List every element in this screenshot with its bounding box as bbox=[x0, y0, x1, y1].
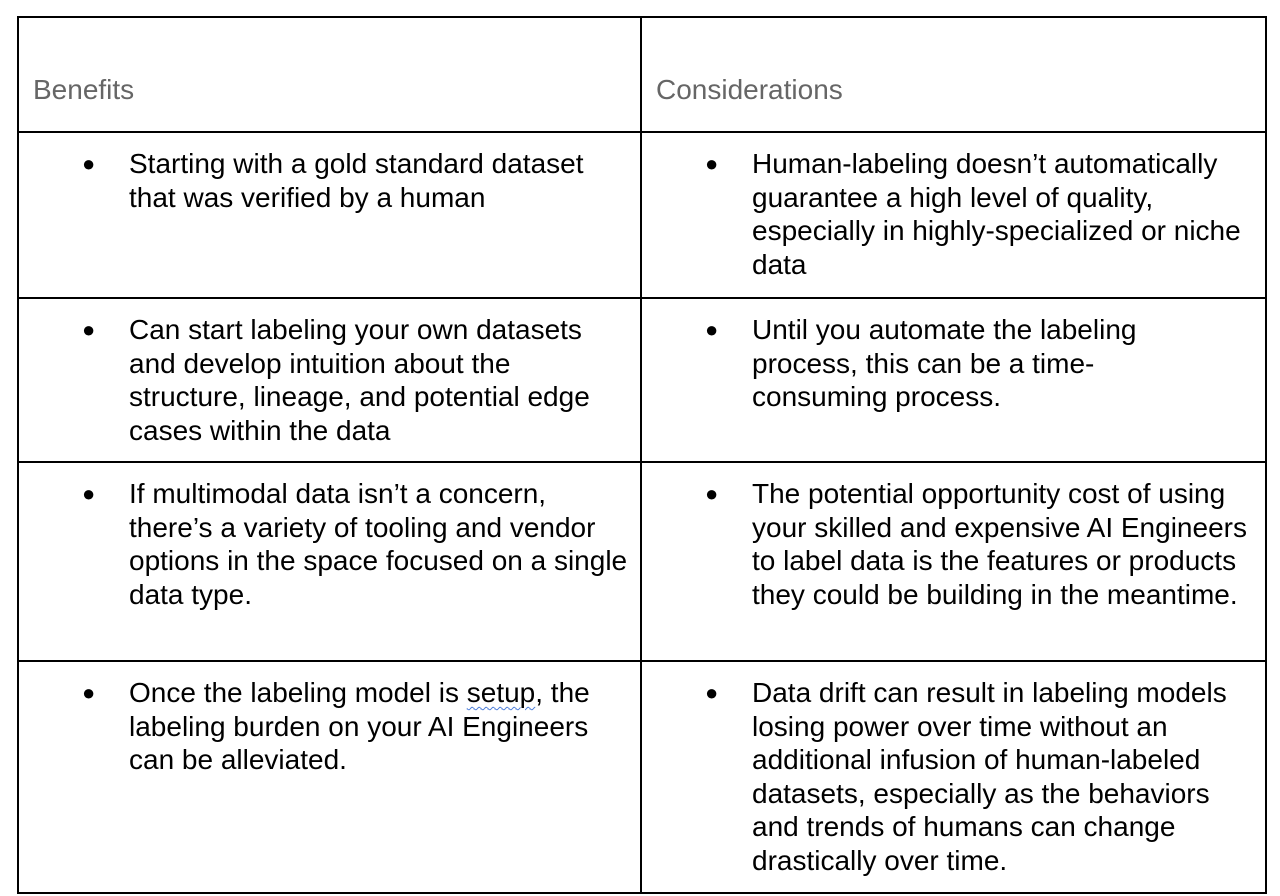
benefit-list bbox=[19, 477, 640, 611]
consideration-list bbox=[642, 676, 1265, 877]
list-item bbox=[19, 147, 640, 214]
consideration-cell[interactable] bbox=[641, 462, 1266, 661]
consideration-cell[interactable] bbox=[641, 298, 1266, 462]
spellcheck-flagged-word[interactable]: setup bbox=[466, 677, 536, 708]
benefit-list bbox=[19, 313, 640, 447]
table-row bbox=[18, 462, 1266, 661]
bullet-icon: ● bbox=[82, 317, 96, 342]
benefit-cell[interactable] bbox=[18, 132, 641, 298]
consideration-text: Data drift can result in labeling models losing power over time without an additional infusion of human-labeled datasets, especially as the behaviors and trends of humans can change drastically over time. bbox=[752, 677, 1227, 876]
list-item bbox=[642, 676, 1265, 877]
benefit-text: Can start labeling your own datasets and develop intuition about the structure, lineage, and potential edge cases within the data bbox=[129, 314, 590, 446]
consideration-list bbox=[642, 147, 1265, 281]
consideration-list bbox=[642, 477, 1265, 611]
benefits-considerations-table bbox=[17, 16, 1267, 894]
bullet-icon: ● bbox=[82, 481, 96, 506]
list-item bbox=[19, 477, 640, 611]
list-item bbox=[19, 313, 640, 447]
table-row bbox=[18, 298, 1266, 462]
consideration-cell[interactable] bbox=[641, 132, 1266, 298]
benefit-cell[interactable] bbox=[18, 661, 641, 893]
header-benefits[interactable]: Benefits bbox=[18, 17, 641, 132]
table-header-row bbox=[18, 17, 1266, 132]
table-row bbox=[18, 132, 1266, 298]
benefit-text-part: , the labeling burden on your AI Engineers can be alleviated. bbox=[129, 677, 590, 775]
benefit-text: If multimodal data isn’t a concern, there’s a variety of tooling and vendor options in the space focused on a single data type. bbox=[129, 478, 628, 610]
bullet-icon: ● bbox=[705, 680, 719, 705]
consideration-text: Until you automate the labeling process, this can be a time-consuming process. bbox=[752, 314, 1137, 412]
bullet-icon: ● bbox=[705, 317, 719, 342]
consideration-list bbox=[642, 313, 1265, 414]
benefit-cell[interactable] bbox=[18, 298, 641, 462]
consideration-text: The potential opportunity cost of using your skilled and expensive AI Engineers to label data is the features or products they could be building in the meantime. bbox=[752, 478, 1247, 610]
benefit-text bbox=[129, 677, 590, 775]
list-item bbox=[642, 477, 1265, 611]
consideration-text: Human-labeling doesn’t automatically guarantee a high level of quality, especially in highly-specialized or niche data bbox=[752, 148, 1241, 280]
list-item bbox=[642, 313, 1265, 414]
benefit-cell[interactable] bbox=[18, 462, 641, 661]
table-row bbox=[18, 661, 1266, 893]
benefit-text-part: Once the labeling model is bbox=[129, 677, 467, 708]
list-item bbox=[19, 676, 640, 777]
bullet-icon: ● bbox=[82, 680, 96, 705]
bullet-icon: ● bbox=[705, 481, 719, 506]
bullet-icon: ● bbox=[82, 151, 96, 176]
benefit-list bbox=[19, 147, 640, 214]
bullet-icon: ● bbox=[705, 151, 719, 176]
benefit-text: Starting with a gold standard dataset that was verified by a human bbox=[129, 148, 584, 213]
consideration-cell[interactable] bbox=[641, 661, 1266, 893]
list-item bbox=[642, 147, 1265, 281]
header-considerations[interactable]: Considerations bbox=[641, 17, 1266, 132]
benefit-list bbox=[19, 676, 640, 777]
